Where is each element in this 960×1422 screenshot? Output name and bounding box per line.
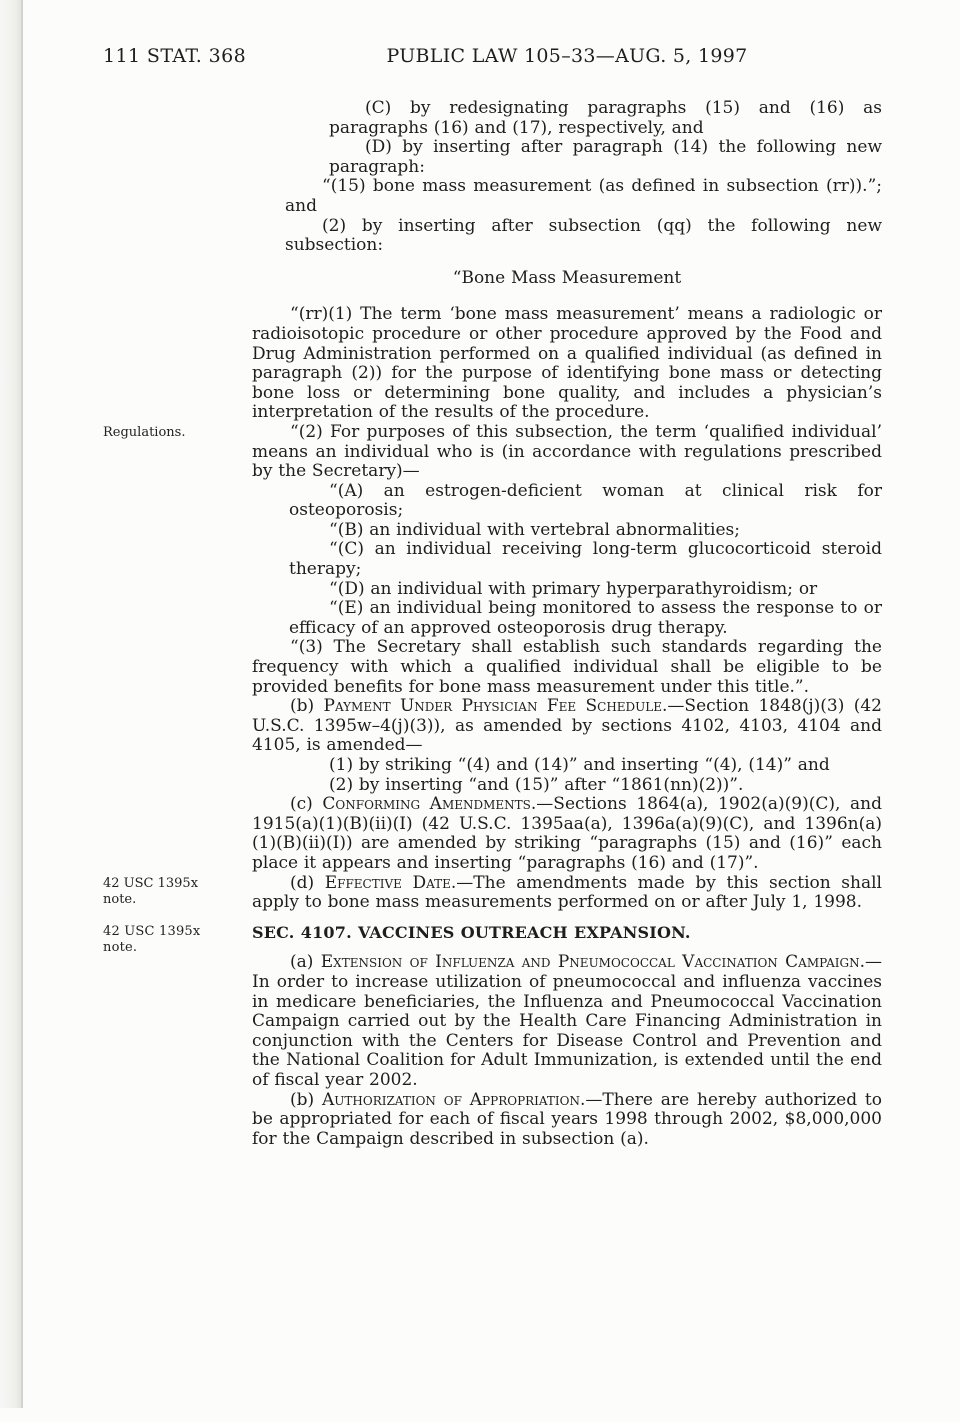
text-run: (1) by striking “(4) and (14)” and inserting “(4), (14)” and [329,755,830,775]
paragraph [289,756,882,776]
paragraph [252,795,882,873]
page-number: 111 STAT. 368 [103,45,247,67]
paragraph [289,540,882,579]
paragraph [252,697,882,756]
law-title-header: PUBLIC LAW 105–33—AUG. 5, 1997 [386,45,748,67]
paragraph [289,521,882,541]
text-run: .—There are hereby authorized to be appropriated for each of fiscal years 1998 through 2002, $8,000,000 for the Campaign described in subsection (a). [252,1089,882,1149]
statute-text [103,98,882,1149]
paragraph [289,776,882,796]
section-heading [103,922,882,956]
text-run: (b) [290,1089,322,1110]
text-run: (D) by inserting after paragraph (14) the following new paragraph: [329,137,882,177]
text-run: (d) [290,872,325,893]
text-run: .—In order to increase utilization of pneumococcal and influenza vaccines in medicare beneficiaries, the Influenza and Pneumococcal Vaccination Campaign carried out by the Health Care Financing Administration in conjunction with the Centers for Disease Control and Prevention and the National Coalition for Adult Immunization, is extended until the end of fiscal year 2002. [252,952,882,1090]
text-run: “(B) an individual with vertebral abnormalities; [329,519,740,540]
small-caps-run: Conforming Amendments [322,794,531,815]
text-run: (2) by inserting “and (15)” after “1861(nn)(2))”. [329,774,744,795]
paragraph [289,599,882,638]
text-run: (2) by inserting after subsection (qq) the following new subsection: [285,215,882,256]
text-run: “(rr)(1) The term ‘bone mass measurement’ means a radiologic or radioisotopic procedure or other procedure approved by the Food and Drug Administration performed on a qualified individual (as defined in paragraph (2)) for the purpose of identifying bone mass or detecting bone loss or determining bone quality, and includes a physician’s interpretation of the results of the procedure. [252,304,882,423]
text-run: “(D) an individual with primary hyperparathyroidism; or [329,578,818,599]
scan-gutter-shadow [0,0,23,1408]
text-run: .—The amendments made by this section shall apply to bone mass measurements performed on or after July 1, 1998. [252,872,882,913]
text-run: (C) by redesignating paragraphs (15) and (16) as paragraphs (16) and (17), respectively, and [329,98,882,138]
text-run: “(E) an individual being monitored to assess the response to or efficacy of an approved osteoporosis drug therapy. [289,598,882,638]
paragraph [252,1091,882,1150]
text-run: “(15) bone mass measurement (as defined in subsection (rr)).”; and [285,176,882,216]
margin-note: 42 USC 1395x note. [103,875,199,908]
text-run: SEC. 4107. VACCINES OUTREACH EXPANSION. [252,922,691,942]
paragraph [329,138,882,177]
text-run: (b) [290,696,324,717]
text-run: (a) [290,952,321,973]
text-run: “(A) an estrogen-deficient woman at clinical risk for osteoporosis; [289,480,882,521]
text-run: “(2) For purposes of this subsection, the term ‘qualified individual’ means an individual who is (in accordance with regulations prescribed by the Secretary)— [252,421,882,482]
paragraph [289,482,882,521]
small-caps-run: Effective Date [324,872,451,893]
paragraph [103,872,882,913]
text-run: “Bone Mass Measurement [452,267,682,288]
paragraph [252,638,882,697]
text-run: .—Sections 1864(a), 1902(a)(9)(C), and 1915(a)(1)(B)(ii)(I) (42 U.S.C. 1395aa(a), 1396a(a)(9)(C), and 1396n(a)(1)(B)(ii)(I)) are amended by striking “paragraphs (15) and (16)” each place it appears and inserting “paragraphs (16) and (17)”. [252,794,882,873]
paragraph [289,580,882,600]
text-run: .—Section 1848(j)(3) (42 U.S.C. 1395w–4(j)(3)), as amended by sections 4102, 4103, 4104 and 4105, is amended— [252,696,882,756]
margin-note: 42 USC 1395x note. [103,923,201,956]
paragraph [252,305,882,423]
paragraph [103,421,882,482]
text-run: (c) [290,794,323,815]
small-caps-run: Extension of Influenza and Pneumococcal Vaccination Campaign [320,952,860,973]
small-caps-run: Payment Under Physician Fee Schedule [323,696,663,717]
paragraph [252,953,882,1090]
small-caps-run: Authorization of Appropriation [322,1089,581,1110]
paragraph [329,99,882,138]
paragraph [285,217,882,256]
paragraph [285,177,882,216]
margin-note: Regulations. [103,424,186,440]
centered-heading [252,269,882,289]
text-run: “(C) an individual receiving long-term glucocorticoid steroid therapy; [289,539,882,580]
text-run: “(3) The Secretary shall establish such standards regarding the frequency with which a qualified individual shall be eligible to be provided benefits for bone mass measurement under this title.”. [252,637,882,697]
